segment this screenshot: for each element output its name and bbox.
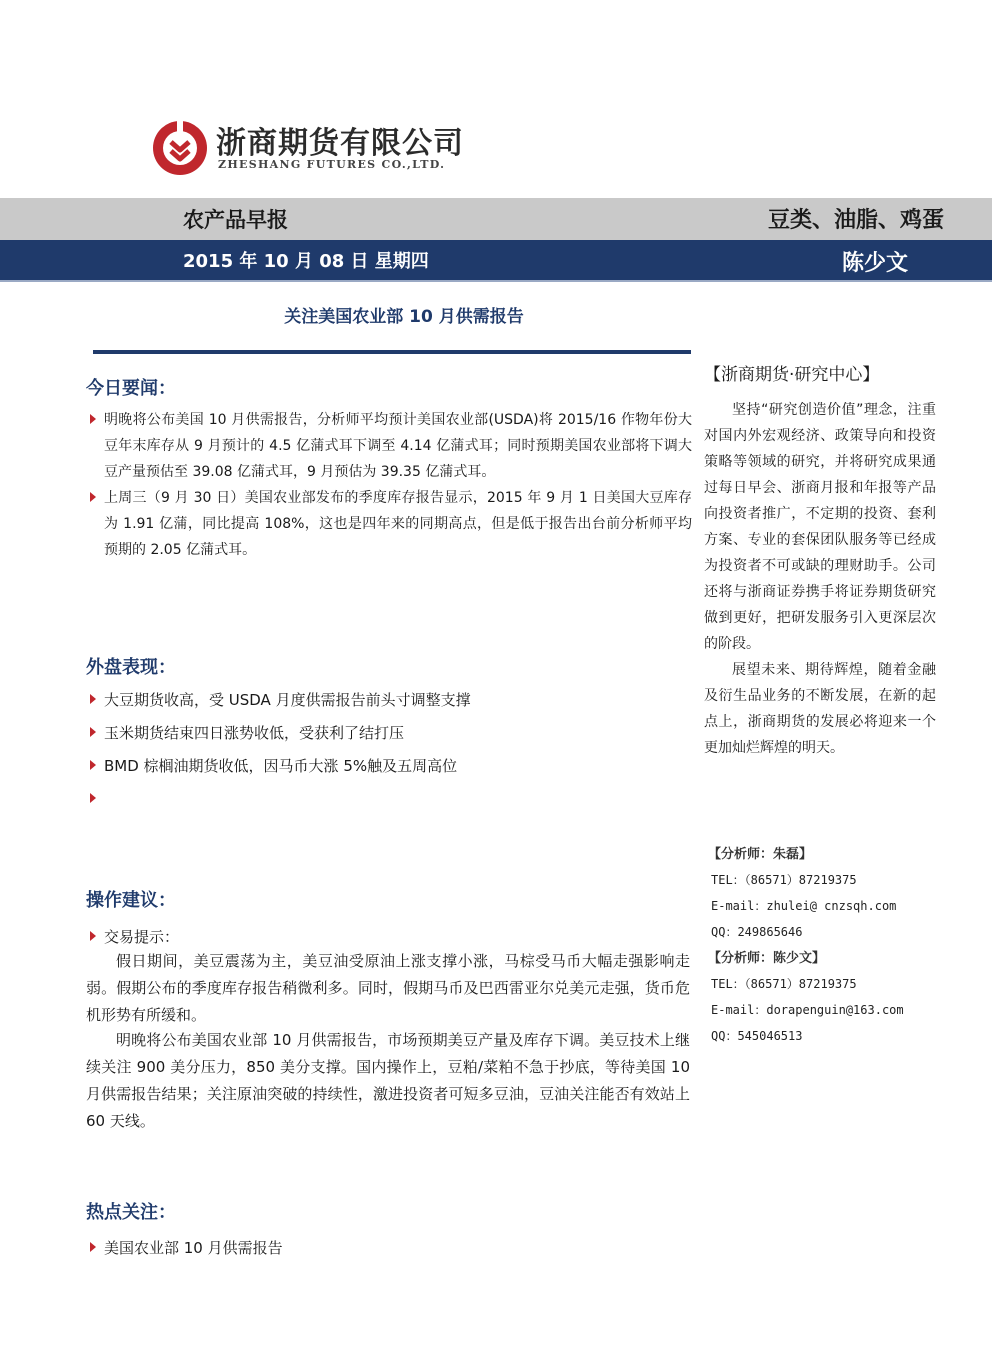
- analyst-heading: 【分析师：陈少文】: [708, 951, 826, 966]
- section-heading-today-news: 今日要闻：: [86, 378, 176, 399]
- title-rule: [93, 350, 691, 354]
- list-item: [90, 720, 692, 746]
- analyst-qq: QQ：249865646: [711, 925, 803, 939]
- list-item: [90, 924, 692, 950]
- list-item-text: 玉米期货结束四日涨势收低，受获利了结打压: [104, 724, 405, 742]
- analyst-tel: TEL：（86571）87219375: [711, 873, 857, 887]
- analyst-email: E-mail：dorapenguin@163.com: [711, 1003, 904, 1017]
- section-heading-hot: 热点关注：: [86, 1202, 176, 1223]
- report-date: 2015 年 10 月 08 日 星期四: [183, 251, 429, 272]
- analyst-email: E-mail：zhulei@ cnzsqh.com: [711, 899, 897, 913]
- arrow-bullet-icon: [90, 760, 96, 770]
- report-type: 农产品早报: [183, 208, 288, 232]
- arrow-bullet-icon: [90, 793, 96, 803]
- sidebar-paragraph: 展望未来、期待辉煌，随着金融及衍生品业务的不断发展，在新的起点上，浙商期货的发展必将迎来一个更加灿烂辉煌的明天。: [704, 662, 936, 756]
- section-heading-advice: 操作建议：: [86, 890, 176, 911]
- list-item-text: 美国农业部 10 月供需报告: [104, 1239, 283, 1257]
- sidebar-title: 【浙商期货·研究中心】: [704, 365, 880, 385]
- arrow-bullet-icon: [90, 1242, 96, 1252]
- company-name-en: ZHESHANG FUTURES CO.,LTD.: [218, 158, 446, 171]
- section-heading-external: 外盘表现：: [86, 657, 176, 678]
- advice-paragraph: 明晚将公布美国农业部 10 月供需报告，市场预期美豆产量及库存下调。美豆技术上继续关注 900 美分压力，850 美分支撑。国内操作上，豆粕/菜粕不急于抄底，等待美国 10 月供需报告结果；关注原油突破的持续性，激进投资者可短多豆油，豆油关注能否有效站上 60 天线。: [86, 1031, 690, 1130]
- analyst-tel: TEL：（86571）87219375: [711, 977, 857, 991]
- document-title: 关注美国农业部 10 月供需报告: [284, 307, 524, 327]
- header-rule: [0, 280, 992, 282]
- arrow-bullet-icon: [90, 414, 96, 424]
- list-item: [90, 687, 692, 713]
- advice-list: [90, 924, 692, 950]
- list-item-text: 交易提示：: [104, 928, 180, 946]
- list-item-text: 上周三（9 月 30 日）美国农业部发布的季度库存报告显示，2015 年 9 月 1 日美国大豆库存为 1.91 亿蒲，同比提高 108%，这也是四年来的同期高点，但是低于报告出台前分析师平均预期的 2.05 亿蒲式耳。: [104, 490, 692, 558]
- analyst-heading: 【分析师：朱磊】: [708, 847, 813, 862]
- list-item: [90, 753, 692, 779]
- hot-list: [90, 1235, 692, 1261]
- list-item-text: 明晚将公布美国 10 月供需报告，分析师平均预计美国农业部(USDA)将 2015/16 作物年份大豆年末库存从 9 月预计的 4.5 亿蒲式耳下调至 4.14 亿蒲式耳；同时预期美国农业部将下调大豆产量预估至 39.08 亿蒲式耳，9 月预估为 39.35 亿蒲式耳。: [104, 412, 692, 480]
- external-list: [90, 687, 692, 819]
- zheshang-logo-icon: [152, 120, 208, 176]
- arrow-bullet-icon: [90, 727, 96, 737]
- arrow-bullet-icon: [90, 492, 96, 502]
- analyst-qq: QQ：545046513: [711, 1029, 803, 1043]
- arrow-bullet-icon: [90, 694, 96, 704]
- list-item: [90, 786, 692, 812]
- list-item-text: 大豆期货收高，受 USDA 月度供需报告前头寸调整支撑: [104, 691, 471, 709]
- report-category: 豆类、油脂、鸡蛋: [767, 208, 944, 233]
- company-name-cn: 浙商期货有限公司: [216, 126, 464, 161]
- list-item: [90, 407, 692, 485]
- today-news-list: [90, 407, 692, 563]
- list-item-text: BMD 棕榈油期货收低，因马币大涨 5%触及五周高位: [104, 757, 458, 775]
- arrow-bullet-icon: [90, 931, 96, 941]
- report-author: 陈少文: [842, 251, 909, 276]
- advice-paragraph: 假日期间，美豆震荡为主，美豆油受原油上涨支撑小涨，马棕受马币大幅走强影响走弱。假期公布的季度库存报告稍微利多。同时，假期马币及巴西雷亚尔兑美元走强，货币危机形势有所缓和。: [86, 952, 690, 1024]
- sidebar-paragraph: 坚持“研究创造价值”理念，注重对国内外宏观经济、政策导向和投资策略等领域的研究，并将研究成果通过每日早会、浙商月报和年报等产品向投资者推广，不定期的投资、套利方案、专业的套保团队服务等已经成为投资者不可或缺的理财助手。公司还将与浙商证券携手将证券期货研究做到更好，把研发服务引入更深层次的阶段。: [704, 402, 936, 652]
- list-item: [90, 485, 692, 563]
- list-item: [90, 1235, 692, 1261]
